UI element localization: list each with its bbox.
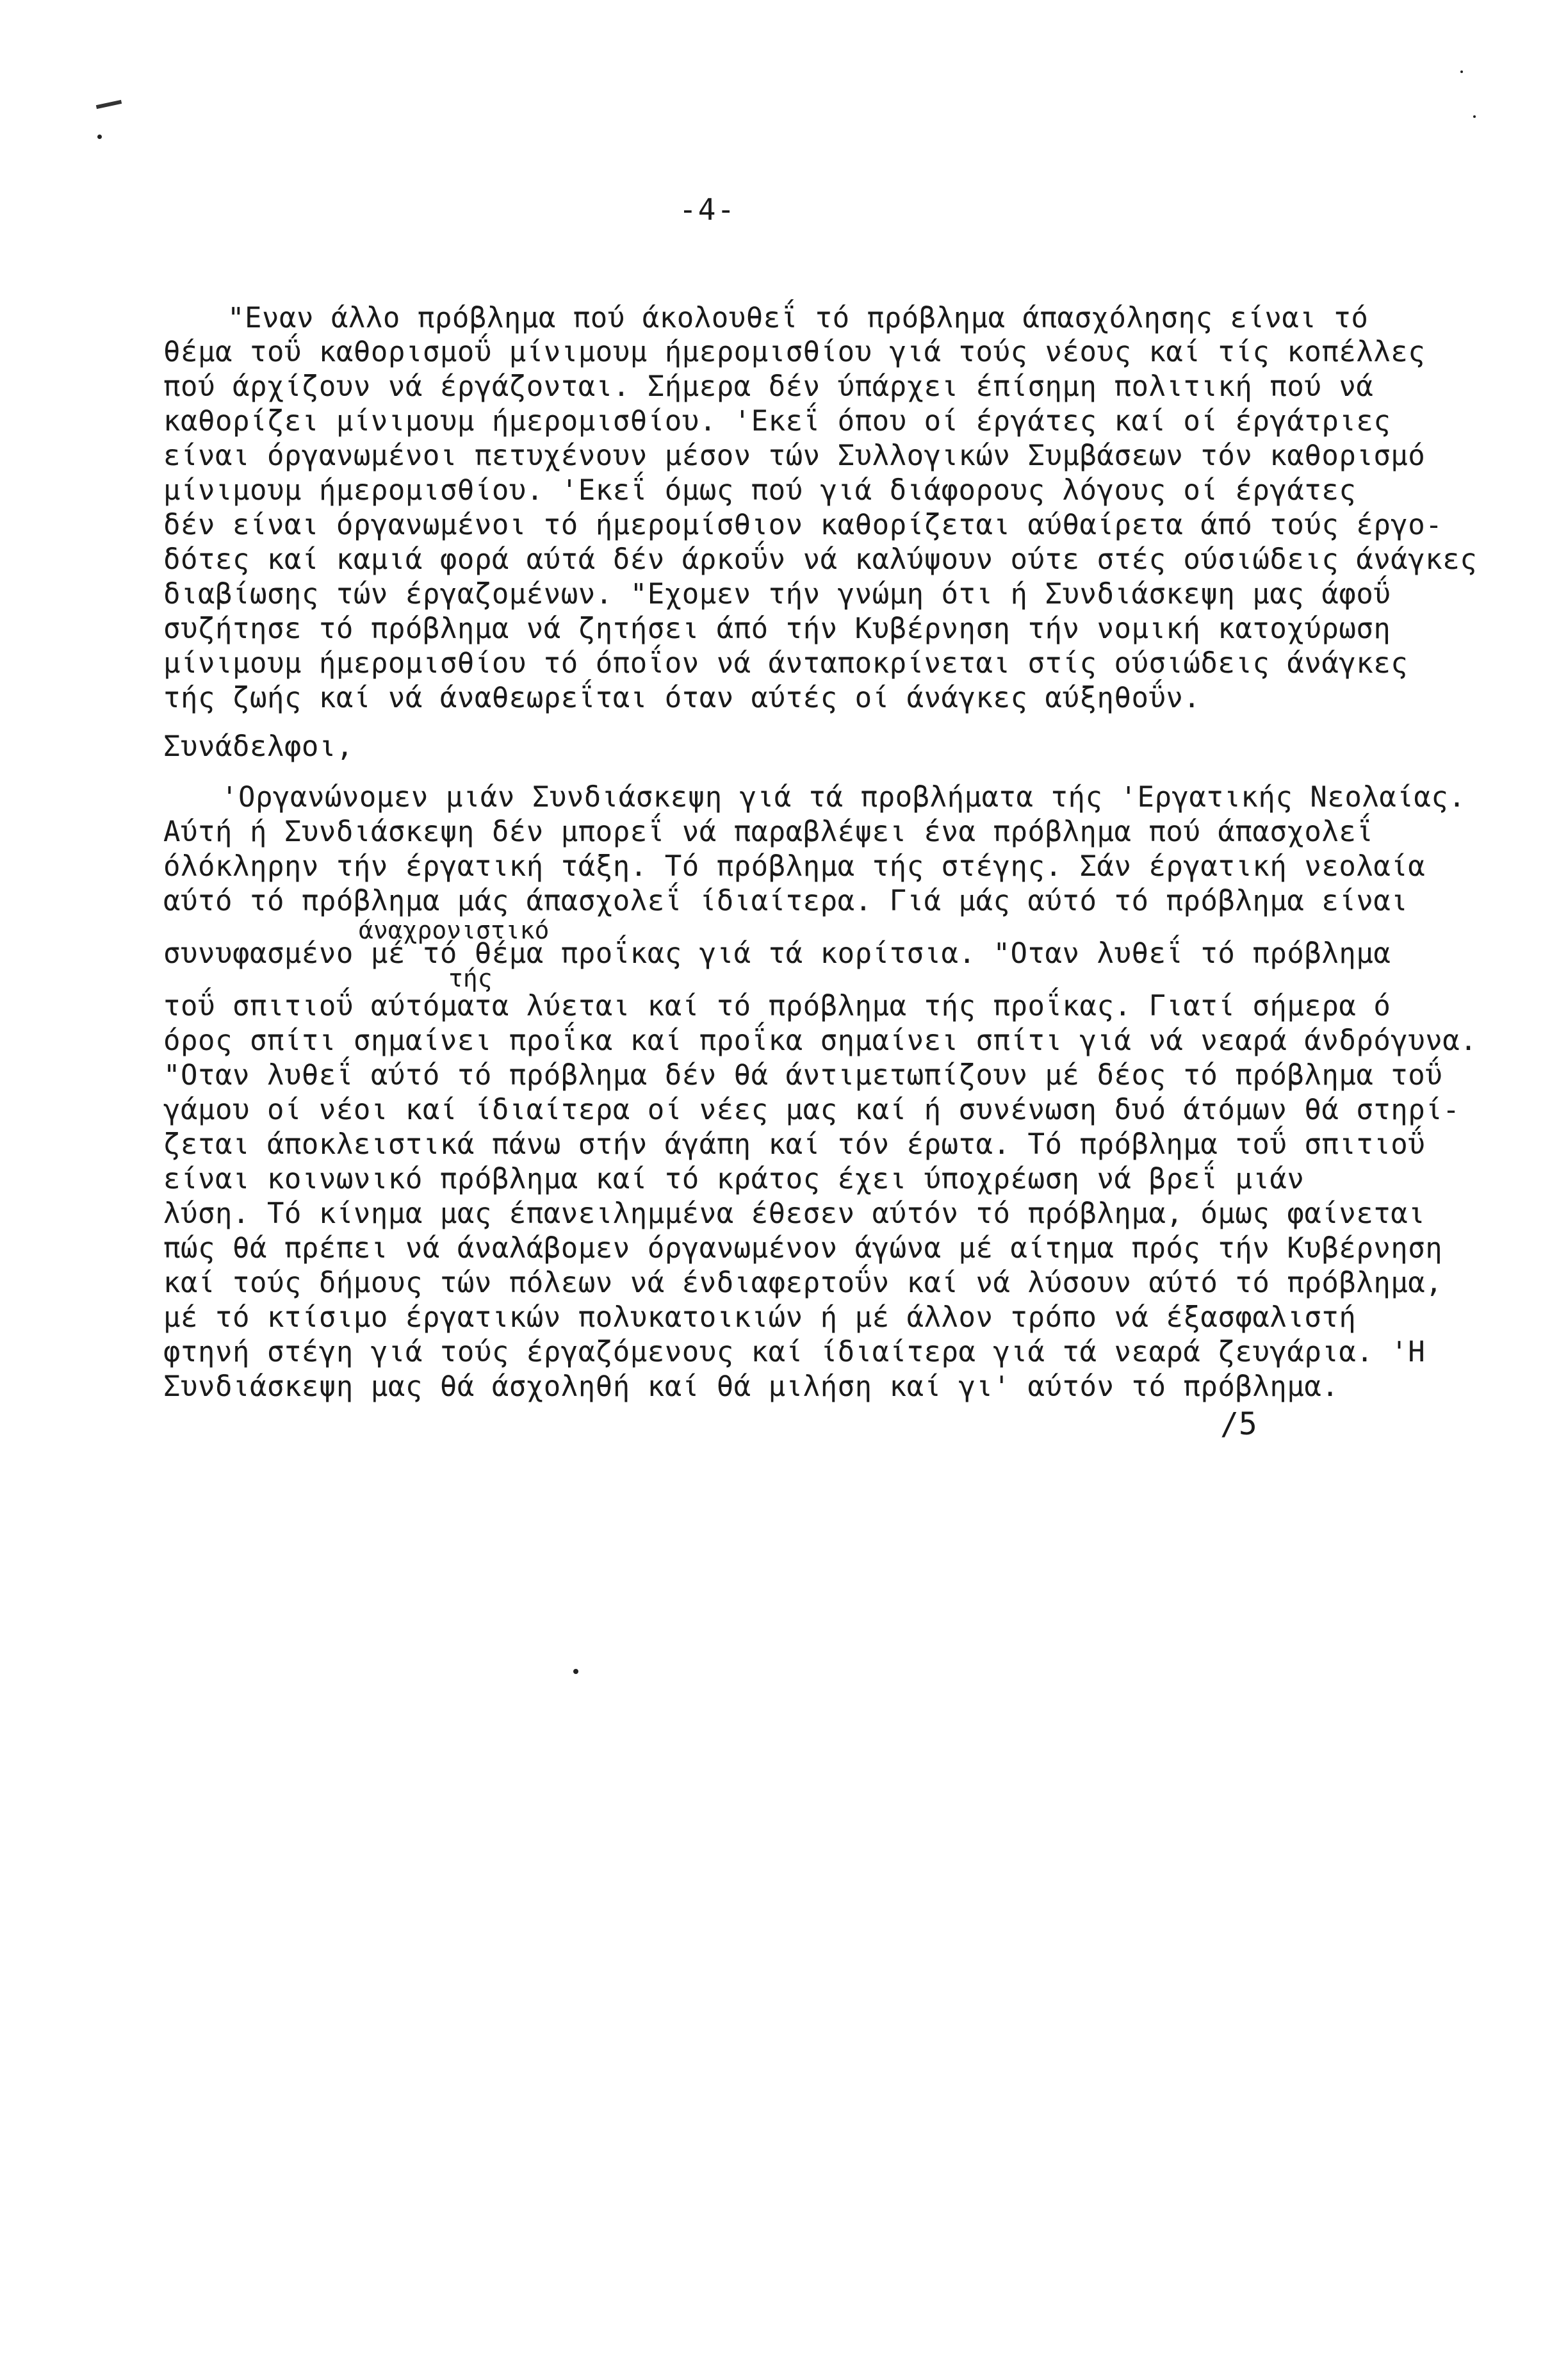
text-line-4: καθορίζει μίνιμουμ ήμερομισθίου. 'Εκεΐ όπου οί έργάτες καί οί έργάτριες [163, 405, 1391, 438]
speck [1460, 70, 1463, 73]
handwritten-insertion-above: άναχρονιστικό [359, 916, 550, 944]
text-line-8: δότες καί καμιά φορά αύτά δέν άρκοΰν νά καλύψουν ούτε στές ούσιώδεις άνάγκες [163, 543, 1478, 576]
text-line-16: όλόκληρην τήν έργατική τάξη. Τό πρόβλημα τής στέγης. Σάν έργατική νεολαία [163, 850, 1426, 883]
speck [573, 1669, 578, 1674]
text-line-30: Συνδιάσκεψη μας θά άσχοληθή καί θά μιλήση καί γι' αύτόν τό πρόβλημα. [163, 1370, 1339, 1403]
text-line-19: τοΰ σπιτιοΰ αύτόματα λύεται καί τό πρόβλημα τής προΐκας. Γιατί σήμερα ό [163, 990, 1391, 1022]
text-line-24: είναι κοινωνικό πρόβλημα καί τό κράτος έχει ύποχρέωση νά βρεΐ μιάν [163, 1163, 1305, 1195]
handwritten-insertion-below: τής [448, 964, 493, 992]
text-line-10: συζήτησε τό πρόβλημα νά ζητήσει άπό τήν Κυβέρνηση τήν νομική κατοχύρωση [163, 612, 1391, 645]
text-line-7: δέν είναι όργανωμένοι τό ήμερομίσθιον καθορίζεται αύθαίρετα άπό τούς έργο- [163, 509, 1443, 541]
text-line-22: γάμου οί νέοι καί ίδιαίτερα οί νέες μας καί ή συνένωση δυό άτόμων θά στηρί- [163, 1094, 1460, 1126]
text-line-17: αύτό τό πρόβλημα μάς άπασχολεΐ ίδιαίτερα. Γιά μάς αύτό τό πρόβλημα είναι [163, 885, 1408, 917]
text-line-18: συνυφασμένο μέ τό θέμα προΐκας γιά τά κορίτσια. "Οταν λυθεΐ τό πρόβλημα [163, 937, 1391, 970]
text-line-26: πώς θά πρέπει νά άναλάβομεν όργανωμένον άγώνα μέ αίτημα πρός τήν Κυβέρνηση [163, 1232, 1443, 1265]
text-line-29: φτηνή στέγη γιά τούς έργαζόμενους καί ίδιαίτερα γιά τά νεαρά ζευγάρια. 'Η [163, 1336, 1426, 1368]
text-line-14: 'Οργανώνομεν μιάν Συνδιάσκεψη γιά τά προβλήματα τής 'Εργατικής Νεολαίας. [221, 781, 1466, 814]
text-line-11: μίνιμουμ ήμερομισθίου τό όποΐον νά άνταποκρίνεται στίς ούσιώδεις άνάγκες [163, 647, 1408, 680]
text-line-20: όρος σπίτι σημαίνει προΐκα καί προΐκα σημαίνει σπίτι γιά νά νεαρά άνδρόγυνα. [163, 1024, 1478, 1057]
speck [97, 135, 102, 139]
text-line-12: τής ζωής καί νά άναθεωρεΐται όταν αύτές οί άνάγκες αύξηθοΰν. [163, 682, 1201, 714]
text-line-5: είναι όργανωμένοι πετυχένουν μέσον τών Συλλογικών Συμβάσεων τόν καθορισμό [163, 439, 1426, 472]
text-line-25: λύση. Τό κίνημα μας έπανειλημμένα έθεσεν αύτόν τό πρόβλημα, όμως φαίνεται [163, 1197, 1426, 1230]
text-line-15: Αύτή ή Συνδιάσκεψη δέν μπορεΐ νά παραβλέψει ένα πρόβλημα πού άπασχολεΐ [163, 816, 1374, 848]
speck [1473, 115, 1476, 118]
margin-mark [96, 100, 122, 109]
text-line-2: θέμα τοΰ καθορισμοΰ μίνιμουμ ήμερομισθίου γιά τούς νέους καί τίς κοπέλλες [163, 336, 1426, 368]
next-page-marker: /5 [1220, 1406, 1257, 1442]
text-line-1: "Εναν άλλο πρόβλημα πού άκολουθεΐ τό πρόβλημα άπασχόλησης είναι τό [227, 302, 1369, 334]
page-number: -4- [679, 192, 737, 227]
text-line-21: "Οταν λυθεΐ αύτό τό πρόβλημα δέν θά άντιμετωπίζουν μέ δέος τό πρόβλημα τοΰ [163, 1059, 1443, 1092]
salutation: Συνάδελφοι, [163, 730, 354, 763]
text-line-9: διαβίωσης τών έργαζομένων. "Εχομεν τήν γνώμη ότι ή Συνδιάσκεψη μας άφοΰ [163, 578, 1391, 611]
text-line-28: μέ τό κτίσιμο έργατικών πολυκατοικιών ή μέ άλλον τρόπο νά έξασφαλιστή [163, 1301, 1357, 1334]
text-line-27: καί τούς δήμους τών πόλεων νά ένδιαφερτοΰν καί νά λύσουν αύτό τό πρόβλημα, [163, 1267, 1443, 1299]
text-line-6: μίνιμουμ ήμερομισθίου. 'Εκεΐ όμως πού γιά διάφορους λόγους οί έργάτες [163, 474, 1357, 507]
text-line-23: ζεται άποκλειστικά πάνω στήν άγάπη καί τόν έρωτα. Τό πρόβλημα τοΰ σπιτιοΰ [163, 1128, 1426, 1161]
text-line-3: πού άρχίζουν νά έργάζονται. Σήμερα δέν ύπάρχει έπίσημη πολιτική πού νά [163, 370, 1374, 403]
